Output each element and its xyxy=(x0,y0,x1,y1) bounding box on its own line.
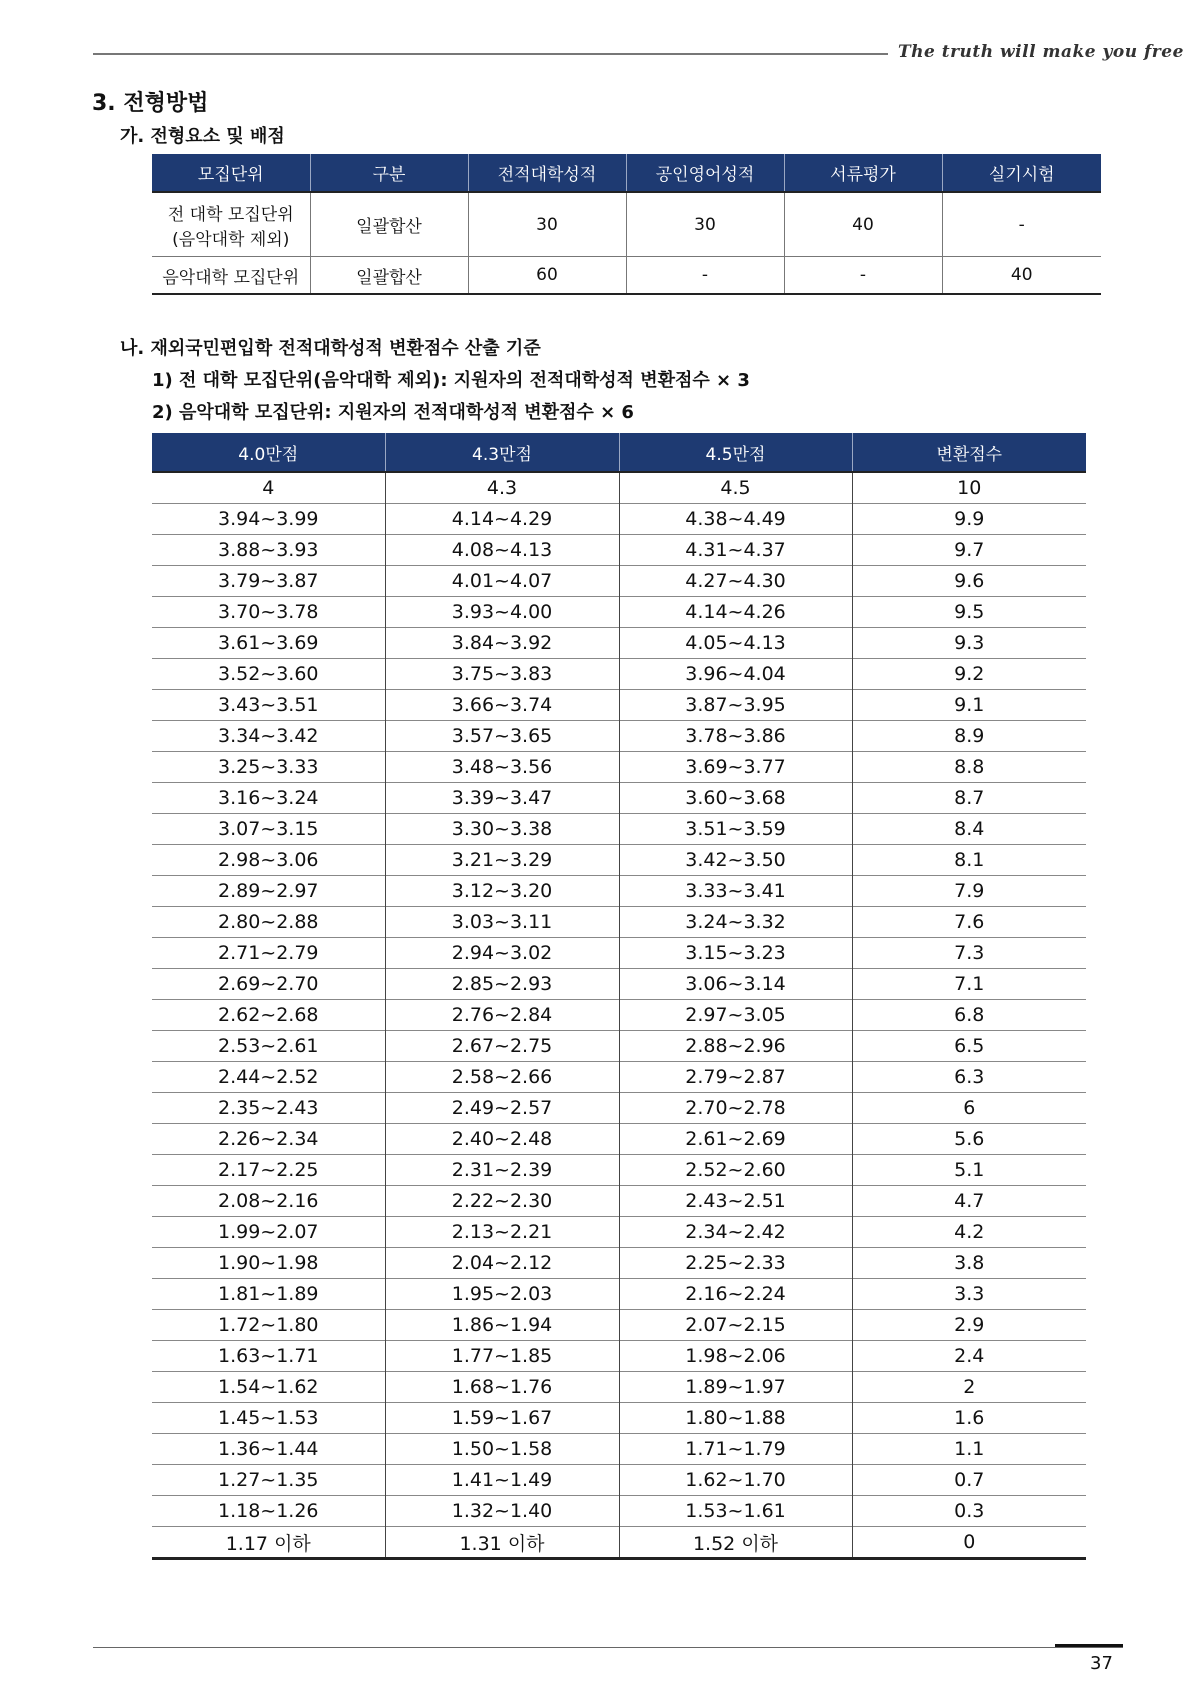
table-cell: 4.14~4.29 xyxy=(385,504,619,535)
table-cell: 3.78~3.86 xyxy=(619,721,852,752)
table-cell: 9.2 xyxy=(852,659,1086,690)
table-cell xyxy=(152,192,310,257)
table-cell: 4.2 xyxy=(852,1217,1086,1248)
table-cell: 1.36~1.44 xyxy=(152,1434,385,1465)
table-row xyxy=(152,628,1086,659)
table-row xyxy=(152,876,1086,907)
table-row xyxy=(152,814,1086,845)
table-row xyxy=(152,1310,1086,1341)
table-cell: 6 xyxy=(852,1093,1086,1124)
table-cell: 3.06~3.14 xyxy=(619,969,852,1000)
table-cell: 60 xyxy=(468,257,626,295)
table-cell: 30 xyxy=(626,192,784,257)
table-cell: 5.1 xyxy=(852,1155,1086,1186)
table-cell: 3.61~3.69 xyxy=(152,628,385,659)
conversion-rule-2: 2) 음악대학 모집단위: 지원자의 전적대학성적 변환점수 × 6 xyxy=(152,402,634,423)
cell-line: 전 대학 모집단위 xyxy=(167,204,294,225)
table-row xyxy=(152,969,1086,1000)
table-row xyxy=(152,1248,1086,1279)
table-row xyxy=(152,1062,1086,1093)
table-cell: 2.07~2.15 xyxy=(619,1310,852,1341)
table-row xyxy=(152,659,1086,690)
table-cell: 3.03~3.11 xyxy=(385,907,619,938)
table-row xyxy=(152,192,1101,257)
table-cell: 4.01~4.07 xyxy=(385,566,619,597)
table-cell: 3.84~3.92 xyxy=(385,628,619,659)
table-cell: 1.89~1.97 xyxy=(619,1372,852,1403)
table-cell: 2.49~2.57 xyxy=(385,1093,619,1124)
table-row xyxy=(152,1155,1086,1186)
table-cell: 2.35~2.43 xyxy=(152,1093,385,1124)
table-cell: 2.44~2.52 xyxy=(152,1062,385,1093)
table-cell: 30 xyxy=(468,192,626,257)
part-b-title: 나. 재외국민편입학 전적대학성적 변환점수 산출 기준 xyxy=(120,338,541,359)
table-row xyxy=(152,1372,1086,1403)
table-row xyxy=(152,535,1086,566)
table-header-row xyxy=(152,154,1101,192)
page-number: 37 xyxy=(1090,1653,1113,1674)
table-cell: 2.69~2.70 xyxy=(152,969,385,1000)
table-cell: 7.6 xyxy=(852,907,1086,938)
table-cell: 4.3 xyxy=(385,472,619,504)
table-row xyxy=(152,1527,1086,1559)
table-cell: 2.53~2.61 xyxy=(152,1031,385,1062)
table-cell: 1.54~1.62 xyxy=(152,1372,385,1403)
part-a-title: 가. 전형요소 및 배점 xyxy=(120,126,285,147)
table-cell: 4.31~4.37 xyxy=(619,535,852,566)
table-cell: 3.70~3.78 xyxy=(152,597,385,628)
header-motto: The truth will make you free xyxy=(898,42,1184,62)
table-cell: 2.97~3.05 xyxy=(619,1000,852,1031)
table-cell: 3.07~3.15 xyxy=(152,814,385,845)
table-cell: 3.88~3.93 xyxy=(152,535,385,566)
table-row xyxy=(152,1031,1086,1062)
table-cell: 1.81~1.89 xyxy=(152,1279,385,1310)
table-cell: 6.5 xyxy=(852,1031,1086,1062)
table-cell: 1.6 xyxy=(852,1403,1086,1434)
table-cell: 1.18~1.26 xyxy=(152,1496,385,1527)
table-cell: 2.43~2.51 xyxy=(619,1186,852,1217)
table-cell: 4.38~4.49 xyxy=(619,504,852,535)
table-cell: 1.98~2.06 xyxy=(619,1341,852,1372)
table-cell: 1.95~2.03 xyxy=(385,1279,619,1310)
table-cell: 3.79~3.87 xyxy=(152,566,385,597)
table-row xyxy=(152,566,1086,597)
table-row xyxy=(152,1217,1086,1248)
table-row xyxy=(152,257,1101,295)
table-cell: 40 xyxy=(784,192,942,257)
table-row xyxy=(152,1496,1086,1527)
table-cell: 3.25~3.33 xyxy=(152,752,385,783)
table-cell: 2.13~2.21 xyxy=(385,1217,619,1248)
cell-line: (음악대학 제외) xyxy=(172,229,290,250)
table-row xyxy=(152,938,1086,969)
column-header: 실기시험 xyxy=(942,154,1101,192)
table-cell: 3.42~3.50 xyxy=(619,845,852,876)
table-row xyxy=(152,1279,1086,1310)
table-cell: 1.45~1.53 xyxy=(152,1403,385,1434)
footer-rule xyxy=(93,1647,1123,1648)
table-cell: 2 xyxy=(852,1372,1086,1403)
table-cell: 3.66~3.74 xyxy=(385,690,619,721)
table-row xyxy=(152,783,1086,814)
table-cell: 9.5 xyxy=(852,597,1086,628)
table-cell: 1.59~1.67 xyxy=(385,1403,619,1434)
table-cell: - xyxy=(626,257,784,295)
table-cell: 4.14~4.26 xyxy=(619,597,852,628)
table-cell: 1.71~1.79 xyxy=(619,1434,852,1465)
table-cell: 3.16~3.24 xyxy=(152,783,385,814)
table-cell: 일괄합산 xyxy=(310,192,468,257)
table-row xyxy=(152,504,1086,535)
table-cell: 2.79~2.87 xyxy=(619,1062,852,1093)
table-cell: 9.3 xyxy=(852,628,1086,659)
table-cell: 3.12~3.20 xyxy=(385,876,619,907)
footer-mark xyxy=(1055,1644,1123,1647)
table-cell: 1.41~1.49 xyxy=(385,1465,619,1496)
table-cell: 2.58~2.66 xyxy=(385,1062,619,1093)
table-cell: 3.3 xyxy=(852,1279,1086,1310)
table-cell: 3.30~3.38 xyxy=(385,814,619,845)
table-cell: 8.7 xyxy=(852,783,1086,814)
table-cell: 2.62~2.68 xyxy=(152,1000,385,1031)
table-row xyxy=(152,1000,1086,1031)
column-header: 모집단위 xyxy=(152,154,310,192)
table-cell: 1.68~1.76 xyxy=(385,1372,619,1403)
table-cell: 1.90~1.98 xyxy=(152,1248,385,1279)
table-cell: 2.26~2.34 xyxy=(152,1124,385,1155)
table-cell: 1.80~1.88 xyxy=(619,1403,852,1434)
table-cell: 2.88~2.96 xyxy=(619,1031,852,1062)
table-header-row xyxy=(152,433,1086,472)
table-cell: 2.98~3.06 xyxy=(152,845,385,876)
table-cell: 3.94~3.99 xyxy=(152,504,385,535)
section-title: 3. 전형방법 xyxy=(92,91,209,116)
table-cell: 1.63~1.71 xyxy=(152,1341,385,1372)
table-cell: 3.60~3.68 xyxy=(619,783,852,814)
table-row xyxy=(152,1186,1086,1217)
table-cell: 9.7 xyxy=(852,535,1086,566)
table-cell: 3.75~3.83 xyxy=(385,659,619,690)
table-cell: 3.87~3.95 xyxy=(619,690,852,721)
table-cell: 1.32~1.40 xyxy=(385,1496,619,1527)
table-cell: 1.17 이하 xyxy=(152,1527,385,1559)
table-cell: 3.69~3.77 xyxy=(619,752,852,783)
table-cell: 7.3 xyxy=(852,938,1086,969)
table-cell: 2.80~2.88 xyxy=(152,907,385,938)
table-cell: 2.94~3.02 xyxy=(385,938,619,969)
table-cell: 1.27~1.35 xyxy=(152,1465,385,1496)
table-cell: - xyxy=(784,257,942,295)
table-cell: 2.04~2.12 xyxy=(385,1248,619,1279)
table-cell: 3.15~3.23 xyxy=(619,938,852,969)
column-header: 4.0만점 xyxy=(152,433,385,472)
table-cell: 0.7 xyxy=(852,1465,1086,1496)
table-cell: 4 xyxy=(152,472,385,504)
table-cell: 2.4 xyxy=(852,1341,1086,1372)
table-cell: 0.3 xyxy=(852,1496,1086,1527)
table-cell: 7.9 xyxy=(852,876,1086,907)
table-cell: 3.96~4.04 xyxy=(619,659,852,690)
table-cell: 1.50~1.58 xyxy=(385,1434,619,1465)
table-cell: 2.22~2.30 xyxy=(385,1186,619,1217)
column-header: 변환점수 xyxy=(852,433,1086,472)
table-cell: 1.99~2.07 xyxy=(152,1217,385,1248)
table-cell: 2.34~2.42 xyxy=(619,1217,852,1248)
table-cell: 5.6 xyxy=(852,1124,1086,1155)
table-cell: 8.9 xyxy=(852,721,1086,752)
table-cell: 3.21~3.29 xyxy=(385,845,619,876)
table-cell: 1.53~1.61 xyxy=(619,1496,852,1527)
table-cell: 2.70~2.78 xyxy=(619,1093,852,1124)
column-header: 공인영어성적 xyxy=(626,154,784,192)
table-row xyxy=(152,845,1086,876)
table-cell: 2.17~2.25 xyxy=(152,1155,385,1186)
table-cell: 0 xyxy=(852,1527,1086,1559)
table-cell: 1.72~1.80 xyxy=(152,1310,385,1341)
table-cell: 2.52~2.60 xyxy=(619,1155,852,1186)
table-cell: 3.33~3.41 xyxy=(619,876,852,907)
column-header: 4.3만점 xyxy=(385,433,619,472)
table-cell: 3.24~3.32 xyxy=(619,907,852,938)
table-cell: 2.67~2.75 xyxy=(385,1031,619,1062)
table-cell: 4.27~4.30 xyxy=(619,566,852,597)
table-row xyxy=(152,690,1086,721)
table-row xyxy=(152,1341,1086,1372)
table-cell: 2.89~2.97 xyxy=(152,876,385,907)
table-cell: 3.57~3.65 xyxy=(385,721,619,752)
table-cell: 4.5 xyxy=(619,472,852,504)
header-rule xyxy=(93,53,888,55)
score-allocation-table xyxy=(152,154,1101,295)
table-row xyxy=(152,1465,1086,1496)
table-cell: 1.52 이하 xyxy=(619,1527,852,1559)
table-cell: 1.1 xyxy=(852,1434,1086,1465)
table-cell: 3.52~3.60 xyxy=(152,659,385,690)
table-cell: 3.8 xyxy=(852,1248,1086,1279)
table-cell: 8.8 xyxy=(852,752,1086,783)
table-cell: 1.62~1.70 xyxy=(619,1465,852,1496)
table-row xyxy=(152,1434,1086,1465)
table-row xyxy=(152,752,1086,783)
table-cell: 3.39~3.47 xyxy=(385,783,619,814)
table-cell: 7.1 xyxy=(852,969,1086,1000)
table-cell: 1.31 이하 xyxy=(385,1527,619,1559)
conversion-rule-1: 1) 전 대학 모집단위(음악대학 제외): 지원자의 전적대학성적 변환점수 × 3 xyxy=(152,370,750,391)
table-cell: 40 xyxy=(942,257,1101,295)
table-cell: 4.7 xyxy=(852,1186,1086,1217)
table-cell: 2.25~2.33 xyxy=(619,1248,852,1279)
column-header: 전적대학성적 xyxy=(468,154,626,192)
table-cell: 2.9 xyxy=(852,1310,1086,1341)
table-cell: 8.1 xyxy=(852,845,1086,876)
table-cell: 3.48~3.56 xyxy=(385,752,619,783)
table-cell: 3.93~4.00 xyxy=(385,597,619,628)
table-row xyxy=(152,721,1086,752)
table-cell: 3.43~3.51 xyxy=(152,690,385,721)
table-row xyxy=(152,907,1086,938)
table-cell: 9.9 xyxy=(852,504,1086,535)
table-cell: 2.76~2.84 xyxy=(385,1000,619,1031)
table-cell: 2.16~2.24 xyxy=(619,1279,852,1310)
conversion-score-table xyxy=(152,433,1086,1560)
table-cell: 음악대학 모집단위 xyxy=(152,257,310,295)
column-header: 4.5만점 xyxy=(619,433,852,472)
table-cell: 1.86~1.94 xyxy=(385,1310,619,1341)
table-cell: 1.77~1.85 xyxy=(385,1341,619,1372)
table-cell: 9.1 xyxy=(852,690,1086,721)
table-row xyxy=(152,472,1086,504)
table-cell: 2.71~2.79 xyxy=(152,938,385,969)
table-cell: 9.6 xyxy=(852,566,1086,597)
table-cell: - xyxy=(942,192,1101,257)
table-row xyxy=(152,1124,1086,1155)
table-cell: 2.08~2.16 xyxy=(152,1186,385,1217)
table-cell: 2.85~2.93 xyxy=(385,969,619,1000)
table-cell: 2.31~2.39 xyxy=(385,1155,619,1186)
table-cell: 2.61~2.69 xyxy=(619,1124,852,1155)
table-cell: 3.34~3.42 xyxy=(152,721,385,752)
table-row xyxy=(152,1093,1086,1124)
table-cell: 일괄합산 xyxy=(310,257,468,295)
table-cell: 2.40~2.48 xyxy=(385,1124,619,1155)
table-cell: 3.51~3.59 xyxy=(619,814,852,845)
table-cell: 8.4 xyxy=(852,814,1086,845)
column-header: 구분 xyxy=(310,154,468,192)
table-cell: 4.05~4.13 xyxy=(619,628,852,659)
table-cell: 6.3 xyxy=(852,1062,1086,1093)
table-cell: 4.08~4.13 xyxy=(385,535,619,566)
table-cell: 10 xyxy=(852,472,1086,504)
table-row xyxy=(152,1403,1086,1434)
table-row xyxy=(152,597,1086,628)
table-cell: 6.8 xyxy=(852,1000,1086,1031)
column-header: 서류평가 xyxy=(784,154,942,192)
